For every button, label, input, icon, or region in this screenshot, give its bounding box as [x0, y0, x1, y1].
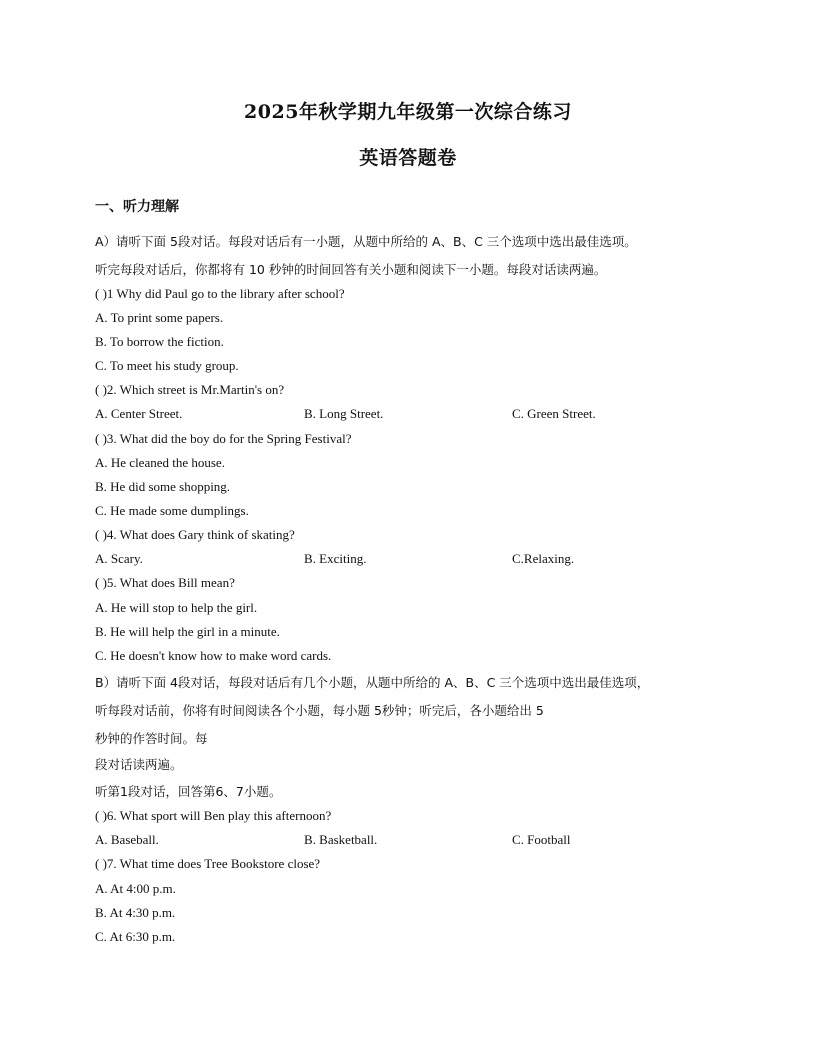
question-2-option-b: B. Long Street.: [304, 406, 384, 421]
section-heading-listening: 一、听力理解: [95, 199, 179, 215]
question-4-options: [95, 551, 735, 569]
question-2-option-c: C. Green Street.: [512, 406, 596, 421]
question-6-options: [95, 832, 735, 850]
question-5-option-c: C. He doesn't know how to make word cards.: [95, 648, 332, 663]
question-5-option-a: A. He will stop to help the girl.: [95, 600, 258, 615]
part-a-instruction-1: A）请听下面 5段对话。每段对话后有一小题，从题中所给的 A、B、C 三个选项中选出最佳选项。: [95, 234, 637, 249]
question-6-stem: ( )6. What sport will Ben play this afternoon?: [95, 808, 332, 823]
question-7-stem: ( )7. What time does Tree Bookstore close?: [95, 856, 321, 871]
part-a-instruction-2: 听完每段对话后，你都将有 10 秒钟的时间回答有关小题和阅读下一小题。每段对话读两遍。: [95, 262, 607, 277]
question-5-option-b: B. He will help the girl in a minute.: [95, 624, 280, 639]
question-2-option-a: A. Center Street.: [95, 406, 183, 421]
question-3-stem: ( )3. What did the boy do for the Spring Festival?: [95, 431, 352, 446]
question-6-option-c: C. Football: [512, 832, 571, 847]
page-subtitle: 英语答题卷: [359, 147, 457, 169]
dialogue-1-instruction: 听第1段对话，回答第6、7小题。: [95, 784, 282, 799]
part-b-instruction-1: B）请听下面 4段对话，每段对话后有几个小题，从题中所给的 A、B、C 三个选项中选出最佳选项，: [95, 675, 650, 690]
question-7-option-b: B. At 4:30 p.m.: [95, 905, 176, 920]
question-7-option-a: A. At 4:00 p.m.: [95, 881, 176, 896]
question-1-stem: ( )1 Why did Paul go to the library after school?: [95, 286, 345, 301]
question-6-option-a: A. Baseball.: [95, 832, 159, 847]
part-b-instruction-4: 段对话读两遍。: [95, 757, 183, 772]
part-b-instruction-2: 听每段对话前，你将有时间阅读各个小题，每小题 5秒钟；听完后，各小题给出 5: [95, 703, 544, 718]
question-1-option-c: C. To meet his study group.: [95, 358, 239, 373]
question-1-option-a: A. To print some papers.: [95, 310, 224, 325]
question-5-stem: ( )5. What does Bill mean?: [95, 575, 235, 590]
page-title: 2025年秋学期九年级第一次综合练习: [244, 101, 572, 123]
part-b-instruction-3: 秒钟的作答时间。每: [95, 731, 208, 746]
question-6-option-b: B. Basketball.: [304, 832, 378, 847]
question-3-option-c: C. He made some dumplings.: [95, 503, 249, 518]
question-7-option-c: C. At 6:30 p.m.: [95, 929, 176, 944]
question-3-option-a: A. He cleaned the house.: [95, 455, 225, 470]
question-4-option-c: C.Relaxing.: [512, 551, 575, 566]
question-3-option-b: B. He did some shopping.: [95, 479, 231, 494]
question-2-options: [95, 406, 735, 424]
question-4-stem: ( )4. What does Gary think of skating?: [95, 527, 295, 542]
question-1-option-b: B. To borrow the fiction.: [95, 334, 224, 349]
question-2-stem: ( )2. Which street is Mr.Martin's on?: [95, 382, 285, 397]
question-4-option-b: B. Exciting.: [304, 551, 367, 566]
question-4-option-a: A. Scary.: [95, 551, 143, 566]
